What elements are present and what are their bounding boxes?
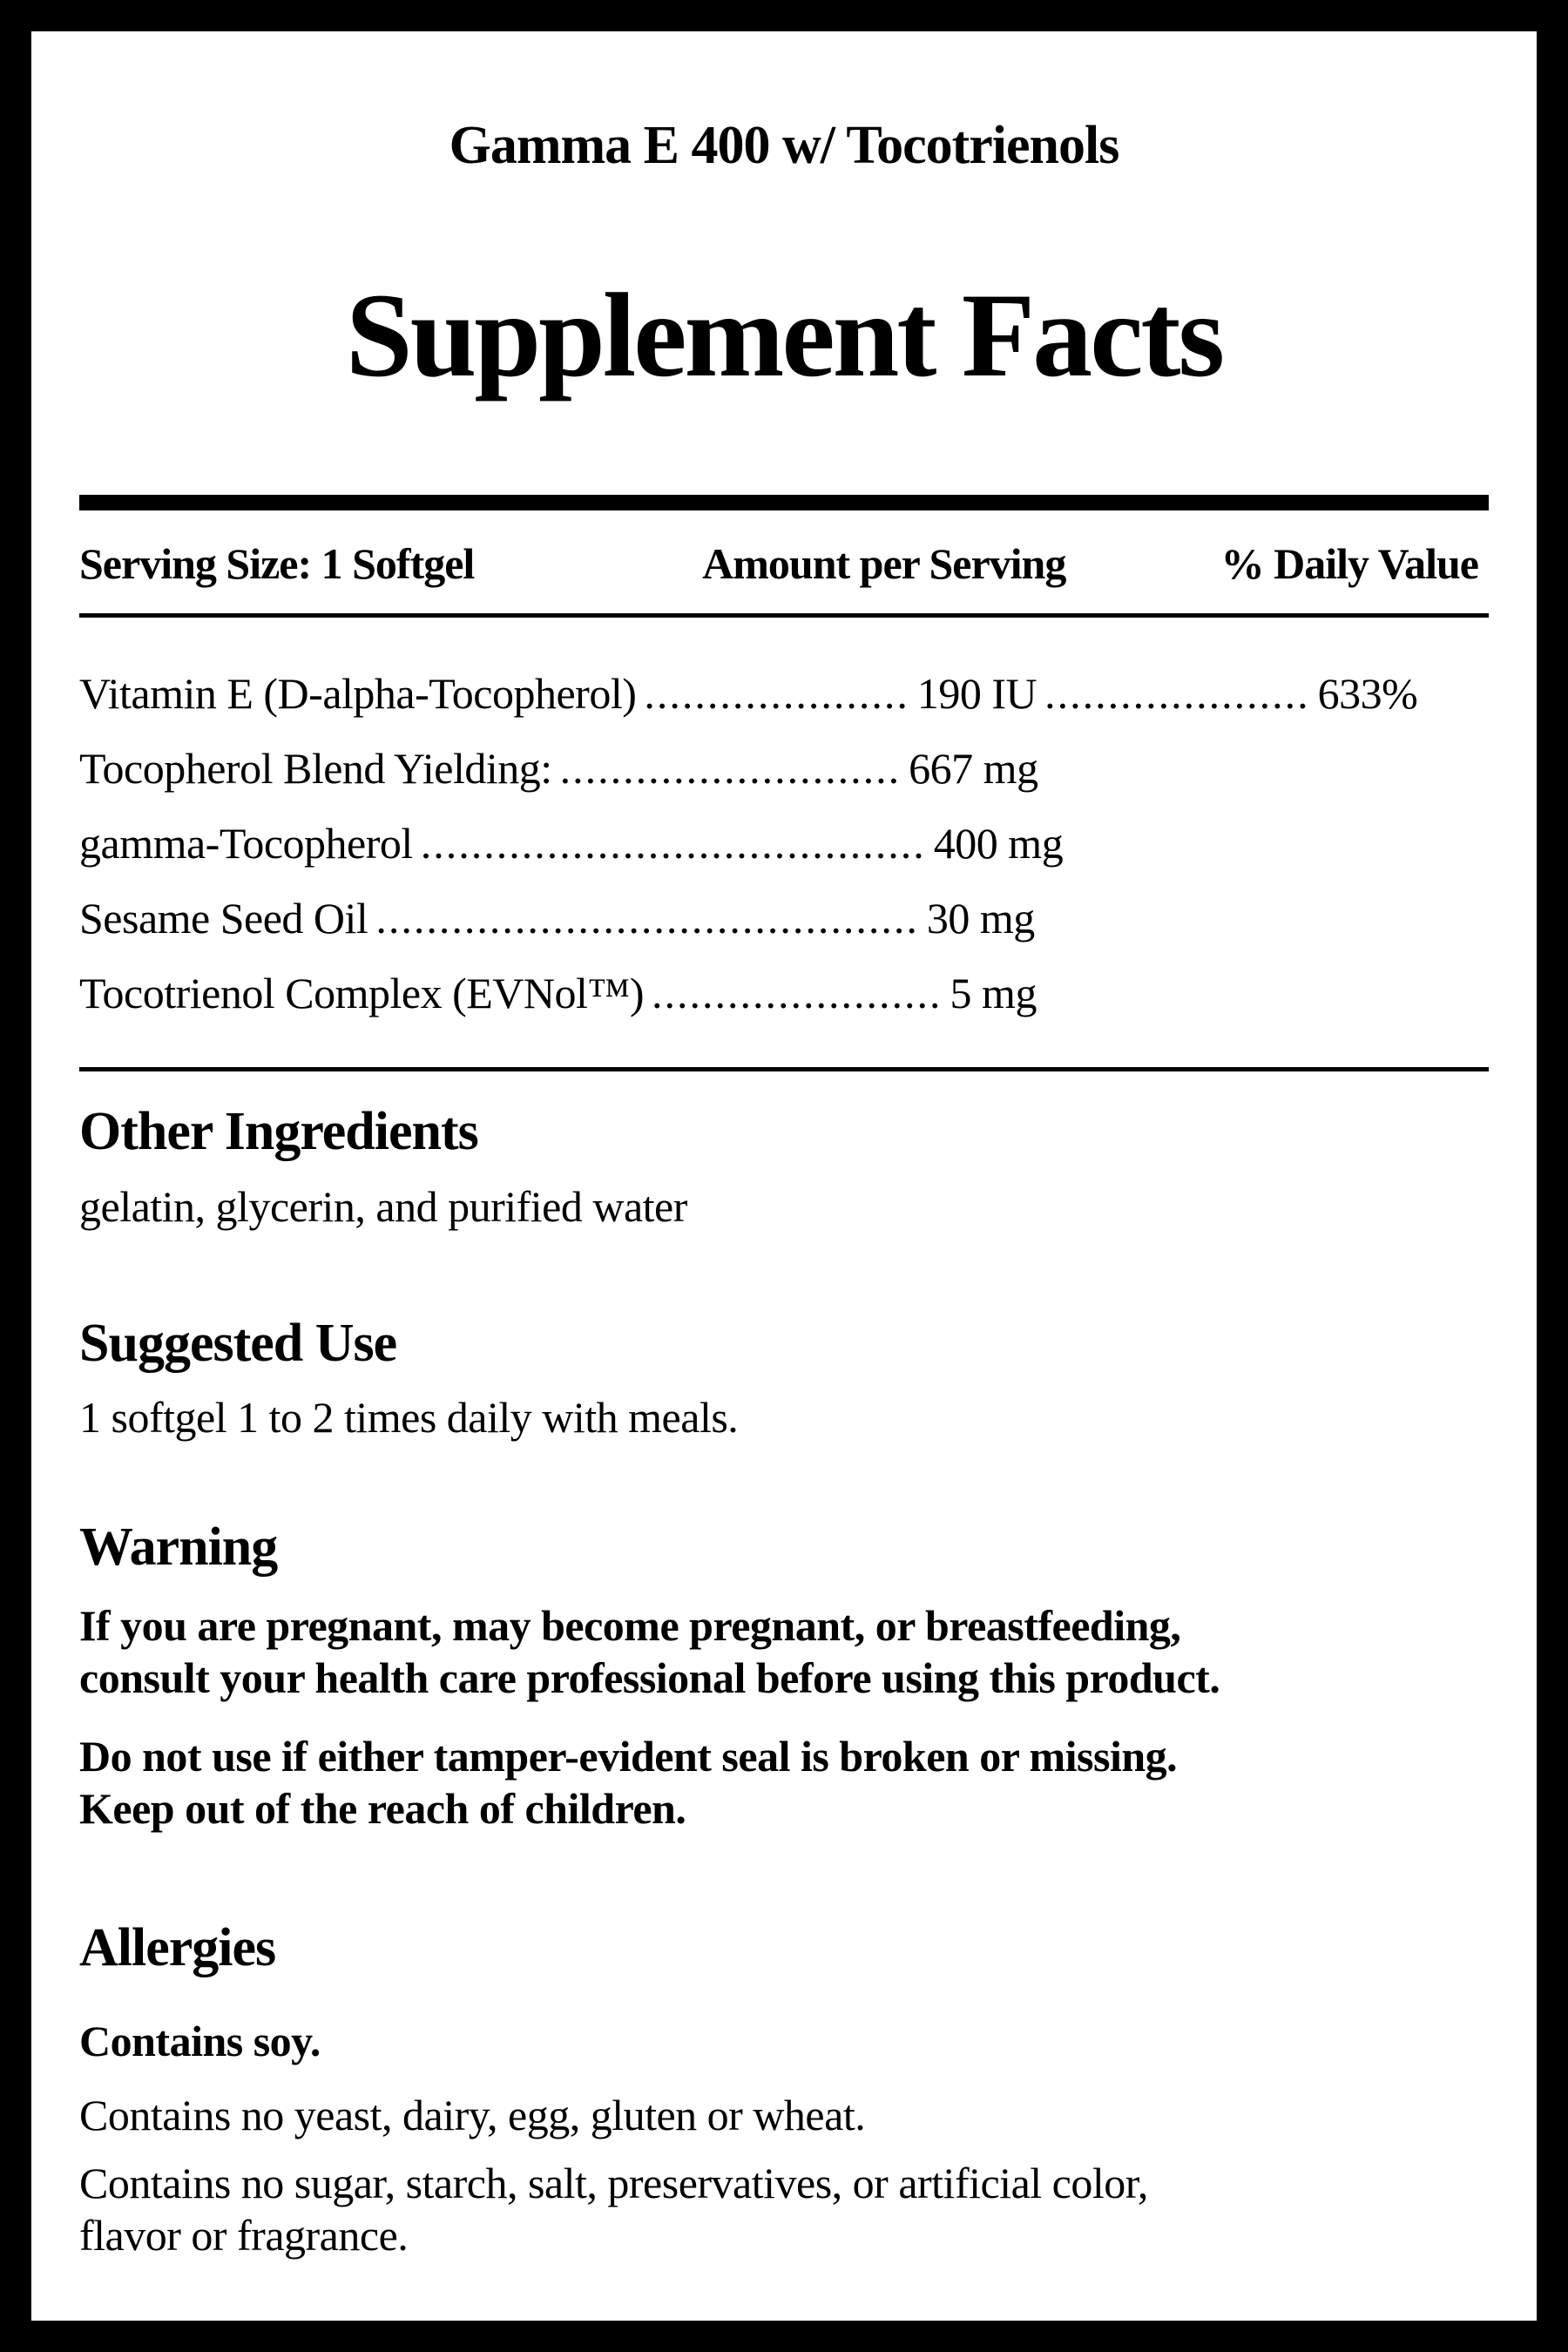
label-content xyxy=(31,118,1537,2261)
thick-divider-bar xyxy=(79,495,1489,510)
serving-size-label: Serving Size: 1 Softgel xyxy=(79,539,475,588)
fact-rows xyxy=(79,656,1489,1031)
fact-row-vitamin-e xyxy=(79,656,1489,731)
ingredient-name: Tocopherol Blend Yielding: xyxy=(79,744,552,793)
divider-below-header xyxy=(79,613,1489,618)
divider-below-facts xyxy=(79,1067,1489,1071)
ingredient-amount: 667 mg xyxy=(909,744,1038,793)
dot-leader: ........................... xyxy=(559,744,902,793)
ingredient-amount: 400 mg xyxy=(933,819,1064,868)
warning-line: If you are pregnant, may become pregnant, or breastfeeding, xyxy=(79,1601,1181,1650)
fact-row-tocopherol-blend xyxy=(79,731,1489,806)
ingredient-name: gamma-Tocopherol xyxy=(79,819,413,868)
ingredient-amount: 5 mg xyxy=(950,969,1037,1017)
ingredient-name: Sesame Seed Oil xyxy=(79,894,368,943)
warning-line: Do not use if either tamper-evident seal is broken or missing. xyxy=(79,1732,1178,1781)
ingredient-name: Vitamin E (D-alpha-Tocopherol) xyxy=(79,669,637,718)
ingredient-daily-value: 633% xyxy=(1317,669,1418,718)
dot-leader: ..................... xyxy=(1044,669,1310,718)
allergies-line: Contains no sugar, starch, salt, preservatives, or artificial color, xyxy=(79,2159,1148,2207)
panel-title: Supplement Facts xyxy=(345,268,1223,402)
warning-line: consult your health care professional before using this product. xyxy=(79,1653,1220,1702)
dot-leader: ........................................... xyxy=(375,894,919,943)
fact-row-sesame-seed-oil xyxy=(79,881,1489,956)
dot-leader: ........................................ xyxy=(420,819,926,868)
dot-leader: ..................... xyxy=(644,669,909,718)
allergies-line: flavor or fragrance. xyxy=(79,2211,409,2260)
fact-row-tocotrienol-complex xyxy=(79,956,1489,1031)
warning-line: Keep out of the reach of children. xyxy=(79,1784,686,1833)
ingredient-amount: 190 IU xyxy=(916,669,1037,718)
dot-leader: ....................... xyxy=(652,969,943,1017)
warning-paragraph-tamper-seal xyxy=(79,1730,1489,1835)
allergies-contains-text: Contains soy. xyxy=(79,2017,321,2065)
facts-header-row xyxy=(79,538,1489,592)
warning-paragraph-pregnancy xyxy=(79,1599,1489,1704)
suggested-use-heading: Suggested Use xyxy=(79,1314,397,1373)
fact-row-gamma-tocopherol xyxy=(79,806,1489,881)
amount-per-serving-header: Amount per Serving xyxy=(702,539,1066,588)
ingredient-amount: 30 mg xyxy=(926,894,1035,943)
other-ingredients-text: gelatin, glycerin, and purified water xyxy=(79,1182,687,1231)
other-ingredients-heading: Other Ingredients xyxy=(79,1102,478,1161)
allergies-heading: Allergies xyxy=(79,1918,276,1977)
suggested-use-text: 1 softgel 1 to 2 times daily with meals. xyxy=(79,1393,739,1442)
product-title: Gamma E 400 w/ Tocotrienols xyxy=(449,116,1119,175)
warning-heading: Warning xyxy=(79,1517,278,1577)
allergies-free-of-text-1: Contains no yeast, dairy, egg, gluten or wheat. xyxy=(79,2091,866,2139)
allergies-free-of-text-2 xyxy=(79,2157,1489,2261)
daily-value-header: % Daily Value xyxy=(1220,539,1478,588)
ingredient-name: Tocotrienol Complex (EVNol™) xyxy=(79,969,645,1017)
